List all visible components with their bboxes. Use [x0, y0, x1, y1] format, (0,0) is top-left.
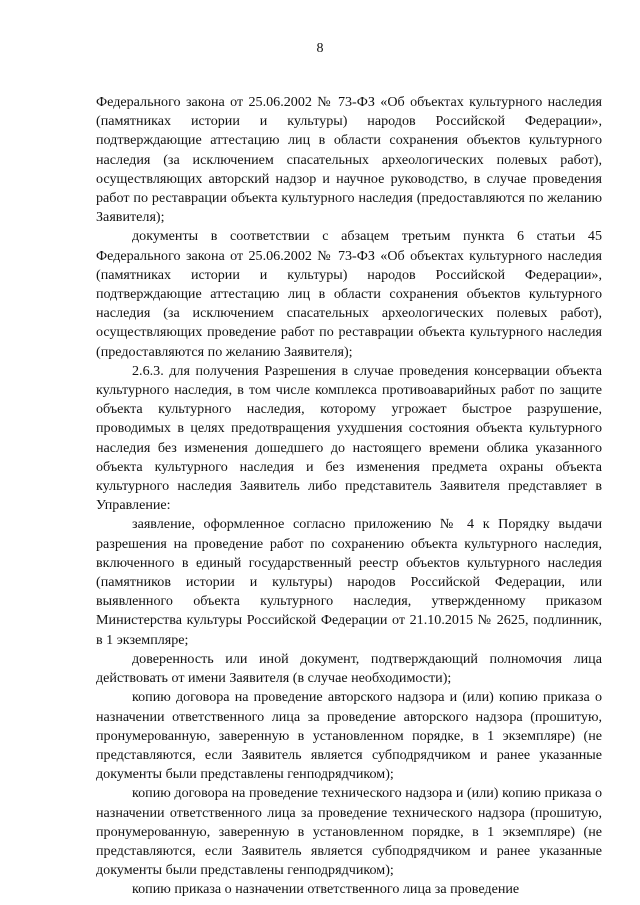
- page-number: 8: [316, 41, 324, 56]
- paragraph: документы в соответствии с абзацем третьим пункта 6 статьи 45 Федерального закона от 25.06.2002 № 73-ФЗ «Об объектах культурного наследия (памятниках истории и культуры) народов Российской Федерации», подтверждающие аттестацию лиц в области сохранения объектов культурного наследия (за исключением спасательных археологических полевых работ), осуществляющих проведение работ по реставрации объекта культурного наследия (предоставляются по желанию Заявителя);: [96, 228, 602, 360]
- paragraph: копию приказа о назначении ответственного лица за проведение: [132, 881, 520, 898]
- document-body: [96, 93, 602, 900]
- paragraph: заявление, оформленное согласно приложению № 4 к Порядку выдачи разрешения на проведение работ по сохранению объекта культурного наследия, включенного в единый государственный реестр объектов культурного наследия (памятников истории и культуры) народов Российской Федерации, или выявленного объекта культурного наследия, утвержденному приказом Министерства культуры Российской Федерации от 21.10.2015 № 2625, подлинник, в 1 экземпляре;: [96, 516, 602, 648]
- paragraph: Федерального закона от 25.06.2002 № 73-ФЗ «Об объектах культурного наследия (памятниках истории и культуры) народов Российской Федерации», подтверждающие аттестацию лиц в области сохранения объектов культурного наследия (за исключением спасательных археологических полевых работ), осуществляющих авторский надзор и научное руководство, в случае проведения работ по реставрации объекта культурного наследия (предоставляются по желанию Заявителя);: [96, 94, 602, 226]
- paragraph: копию договора на проведение авторского надзора и (или) копию приказа о назначении ответственного лица за проведение авторского надзора (прошитую, пронумерованную, заверенную в установленном порядке, в 1 экземпляре) (не представляются, если Заявитель является субподрядчиком и ранее указанные документы были представлены генподрядчиком);: [96, 689, 602, 783]
- paragraph: доверенность или иной документ, подтверждающий полномочия лица действовать от имени Заявителя (в случае необходимости);: [96, 650, 602, 687]
- paragraph: копию договора на проведение технического надзора и (или) копию приказа о назначении ответственного лица за проведение технического надзора (прошитую, пронумерованную, заверенную в установленном порядке, в 1 экземпляре) (не представляются, если Заявитель является субподрядчиком и ранее указанные документы были представлены генподрядчиком);: [96, 785, 602, 879]
- paragraph: 2.6.3. для получения Разрешения в случае проведения консервации объекта культурного наследия, в том числе комплекса противоаварийных работ по защите объекта культурного наследия, которому угрожает быстрое разрушение, проводимых в целях предотвращения ухудшения состояния объекта культурного наследия без изменения дошедшего до настоящего времени облика указанного объекта культурного наследия и без изменения предмета охраны объекта культурного наследия Заявитель либо представитель Заявителя представляет в Управление:: [96, 362, 602, 514]
